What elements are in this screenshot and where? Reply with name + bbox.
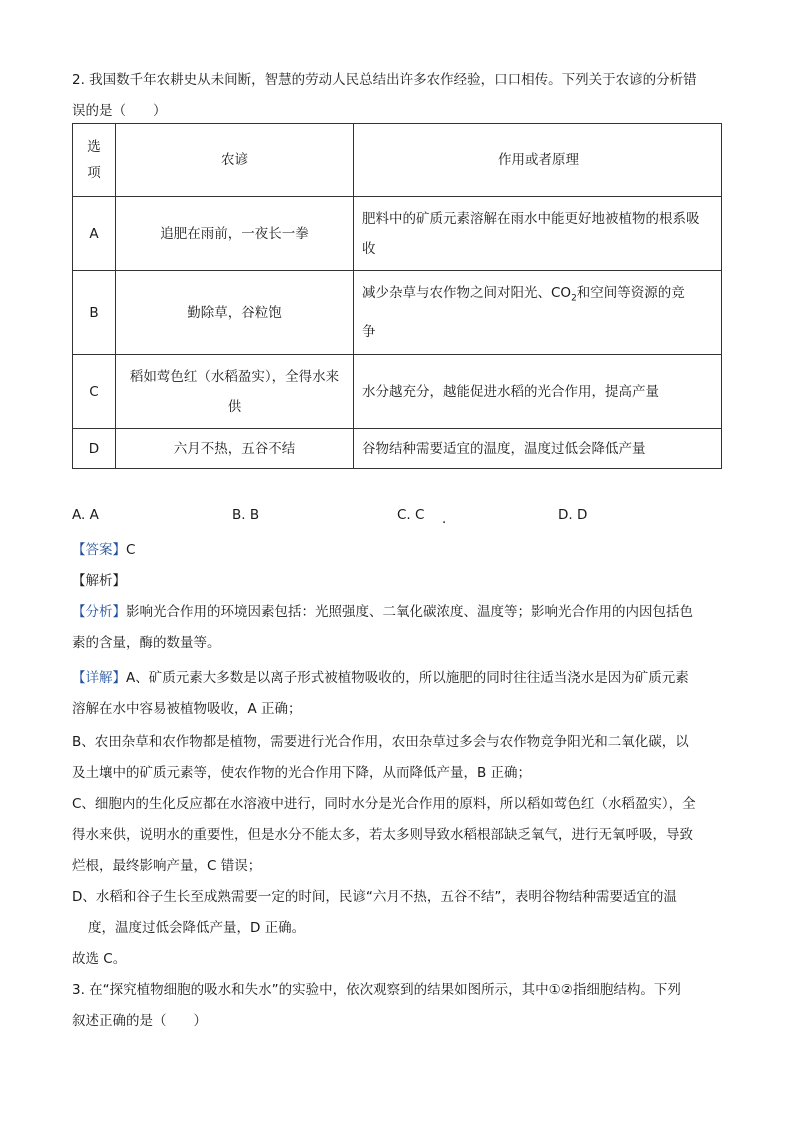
proverb-table [72,123,722,469]
co2-subscript: 2 [571,293,577,304]
header-option-char-2: 项 [87,165,101,181]
detail-a-line-1 [72,666,689,686]
table-row [73,355,722,429]
row-d-principle: 谷物结种需要适宜的温度，温度过低会降低产量 [354,429,722,469]
table-row [73,197,722,271]
q3-stem-line-1: 3. 在“探究植物细胞的吸水和失水”的实验中，依次观察到的结果如图所示，其中①②指细胞结构。下列 [72,982,681,998]
row-a-principle-line-2: 收 [362,240,376,257]
choice-c-dot: ． [442,511,456,527]
choice-d: D. D [558,507,588,523]
q3-stem-line-2: 叙述正确的是（ ） [72,1013,207,1029]
detail-c-line-3: 烂根，最终影响产量，C 错误； [72,858,262,874]
header-principle: 作用或者原理 [354,124,722,197]
fenxi-text-1: 影响光合作用的环境因素包括：光照强度、二氧化碳浓度、温度等；影响光合作用的内因包括色 [126,604,693,620]
answer-tag: 【答案】 [72,542,126,558]
row-a-proverb: 追肥在雨前，一夜长一拳 [116,197,354,271]
co2-formula [551,284,577,304]
header-option-char-1: 选 [87,139,101,155]
row-b-principle-line-1a: 减少杂草与农作物之间对阳光、 [362,284,551,301]
choice-b: B. B [232,507,260,523]
fenxi-line-2: 素的含量，酶的数量等。 [72,635,221,651]
detail-b-line-1: B、农田杂草和农作物都是植物，需要进行光合作用，农田杂草过多会与农作物竞争阳光和二氧化碳，以 [72,734,689,750]
detail-b-line-2: 及土壤中的矿质元素等，使农作物的光合作用下降，从而降低产量，B 正确； [72,765,532,781]
row-b-principle [354,271,722,355]
row-a-principle-line-1: 肥料中的矿质元素溶解在雨水中能更好地被植物的根系吸 [362,210,700,227]
detail-d-line-2: 度，温度过低会降低产量，D 正确。 [88,920,306,936]
table-row [73,429,722,469]
row-a-principle [354,197,722,271]
detail-d-line-1: D、水稻和谷子生长至成熟需要一定的时间，民谚“六月不热，五谷不结”，表明谷物结种需要适宜的温 [72,889,677,905]
row-c-proverb-line-2: 供 [227,398,242,415]
row-b-principle-line-1b: 和空间等资源的竞 [576,284,685,301]
answer-value: C [126,542,136,558]
co2-text: CO [551,284,572,301]
detail-a-text-1: A、矿质元素大多数是以离子形式被植物吸收的，所以施肥的同时往往适当浇水是因为矿质元素 [126,670,689,686]
q2-stem-line-2: 误的是（ ） [72,103,167,119]
analysis-title: 【解析】 [72,573,126,589]
row-d-option: D [73,429,116,469]
detail-c-line-1: C、细胞内的生化反应都在水溶液中进行，同时水分是光合作用的原料，所以稻如莺色红（水稻盈实），全 [72,796,696,812]
q2-stem-line-1: 2. 我国数千年农耕史从未间断，智慧的劳动人民总结出许多农作经验，口口相传。下列关于农谚的分析错 [72,72,697,88]
conclusion: 故选 C。 [72,951,127,967]
fenxi-tag: 【分析】 [72,604,126,620]
row-b-proverb: 勤除草，谷粒饱 [116,271,354,355]
row-b-principle-line-2: 争 [362,324,376,341]
detail-tag: 【详解】 [72,670,126,686]
table-header-row [73,124,722,197]
header-proverb: 农谚 [116,124,354,197]
row-c-proverb-line-1: 稻如莺色红（水稻盈实），全得水来 [129,368,340,385]
header-option [73,124,116,197]
table-row [73,271,722,355]
row-c-option: C [73,355,116,429]
detail-a-line-2: 溶解在水中容易被植物吸收，A 正确； [72,701,302,717]
detail-c-line-2: 得水来供，说明水的重要性，但是水分不能太多，若太多则导致水稻根部缺乏氧气，进行无氧呼吸，导致 [72,827,693,843]
answer-choices [72,507,712,527]
row-a-option: A [73,197,116,271]
answer-line [72,538,135,558]
row-c-proverb [116,355,354,429]
choice-a: A. A [72,507,99,523]
row-b-option: B [73,271,116,355]
fenxi-line-1 [72,600,693,620]
choice-c: C. C [397,507,425,523]
row-d-proverb: 六月不热，五谷不结 [116,429,354,469]
row-c-principle: 水分越充分，越能促进水稻的光合作用，提高产量 [354,355,722,429]
